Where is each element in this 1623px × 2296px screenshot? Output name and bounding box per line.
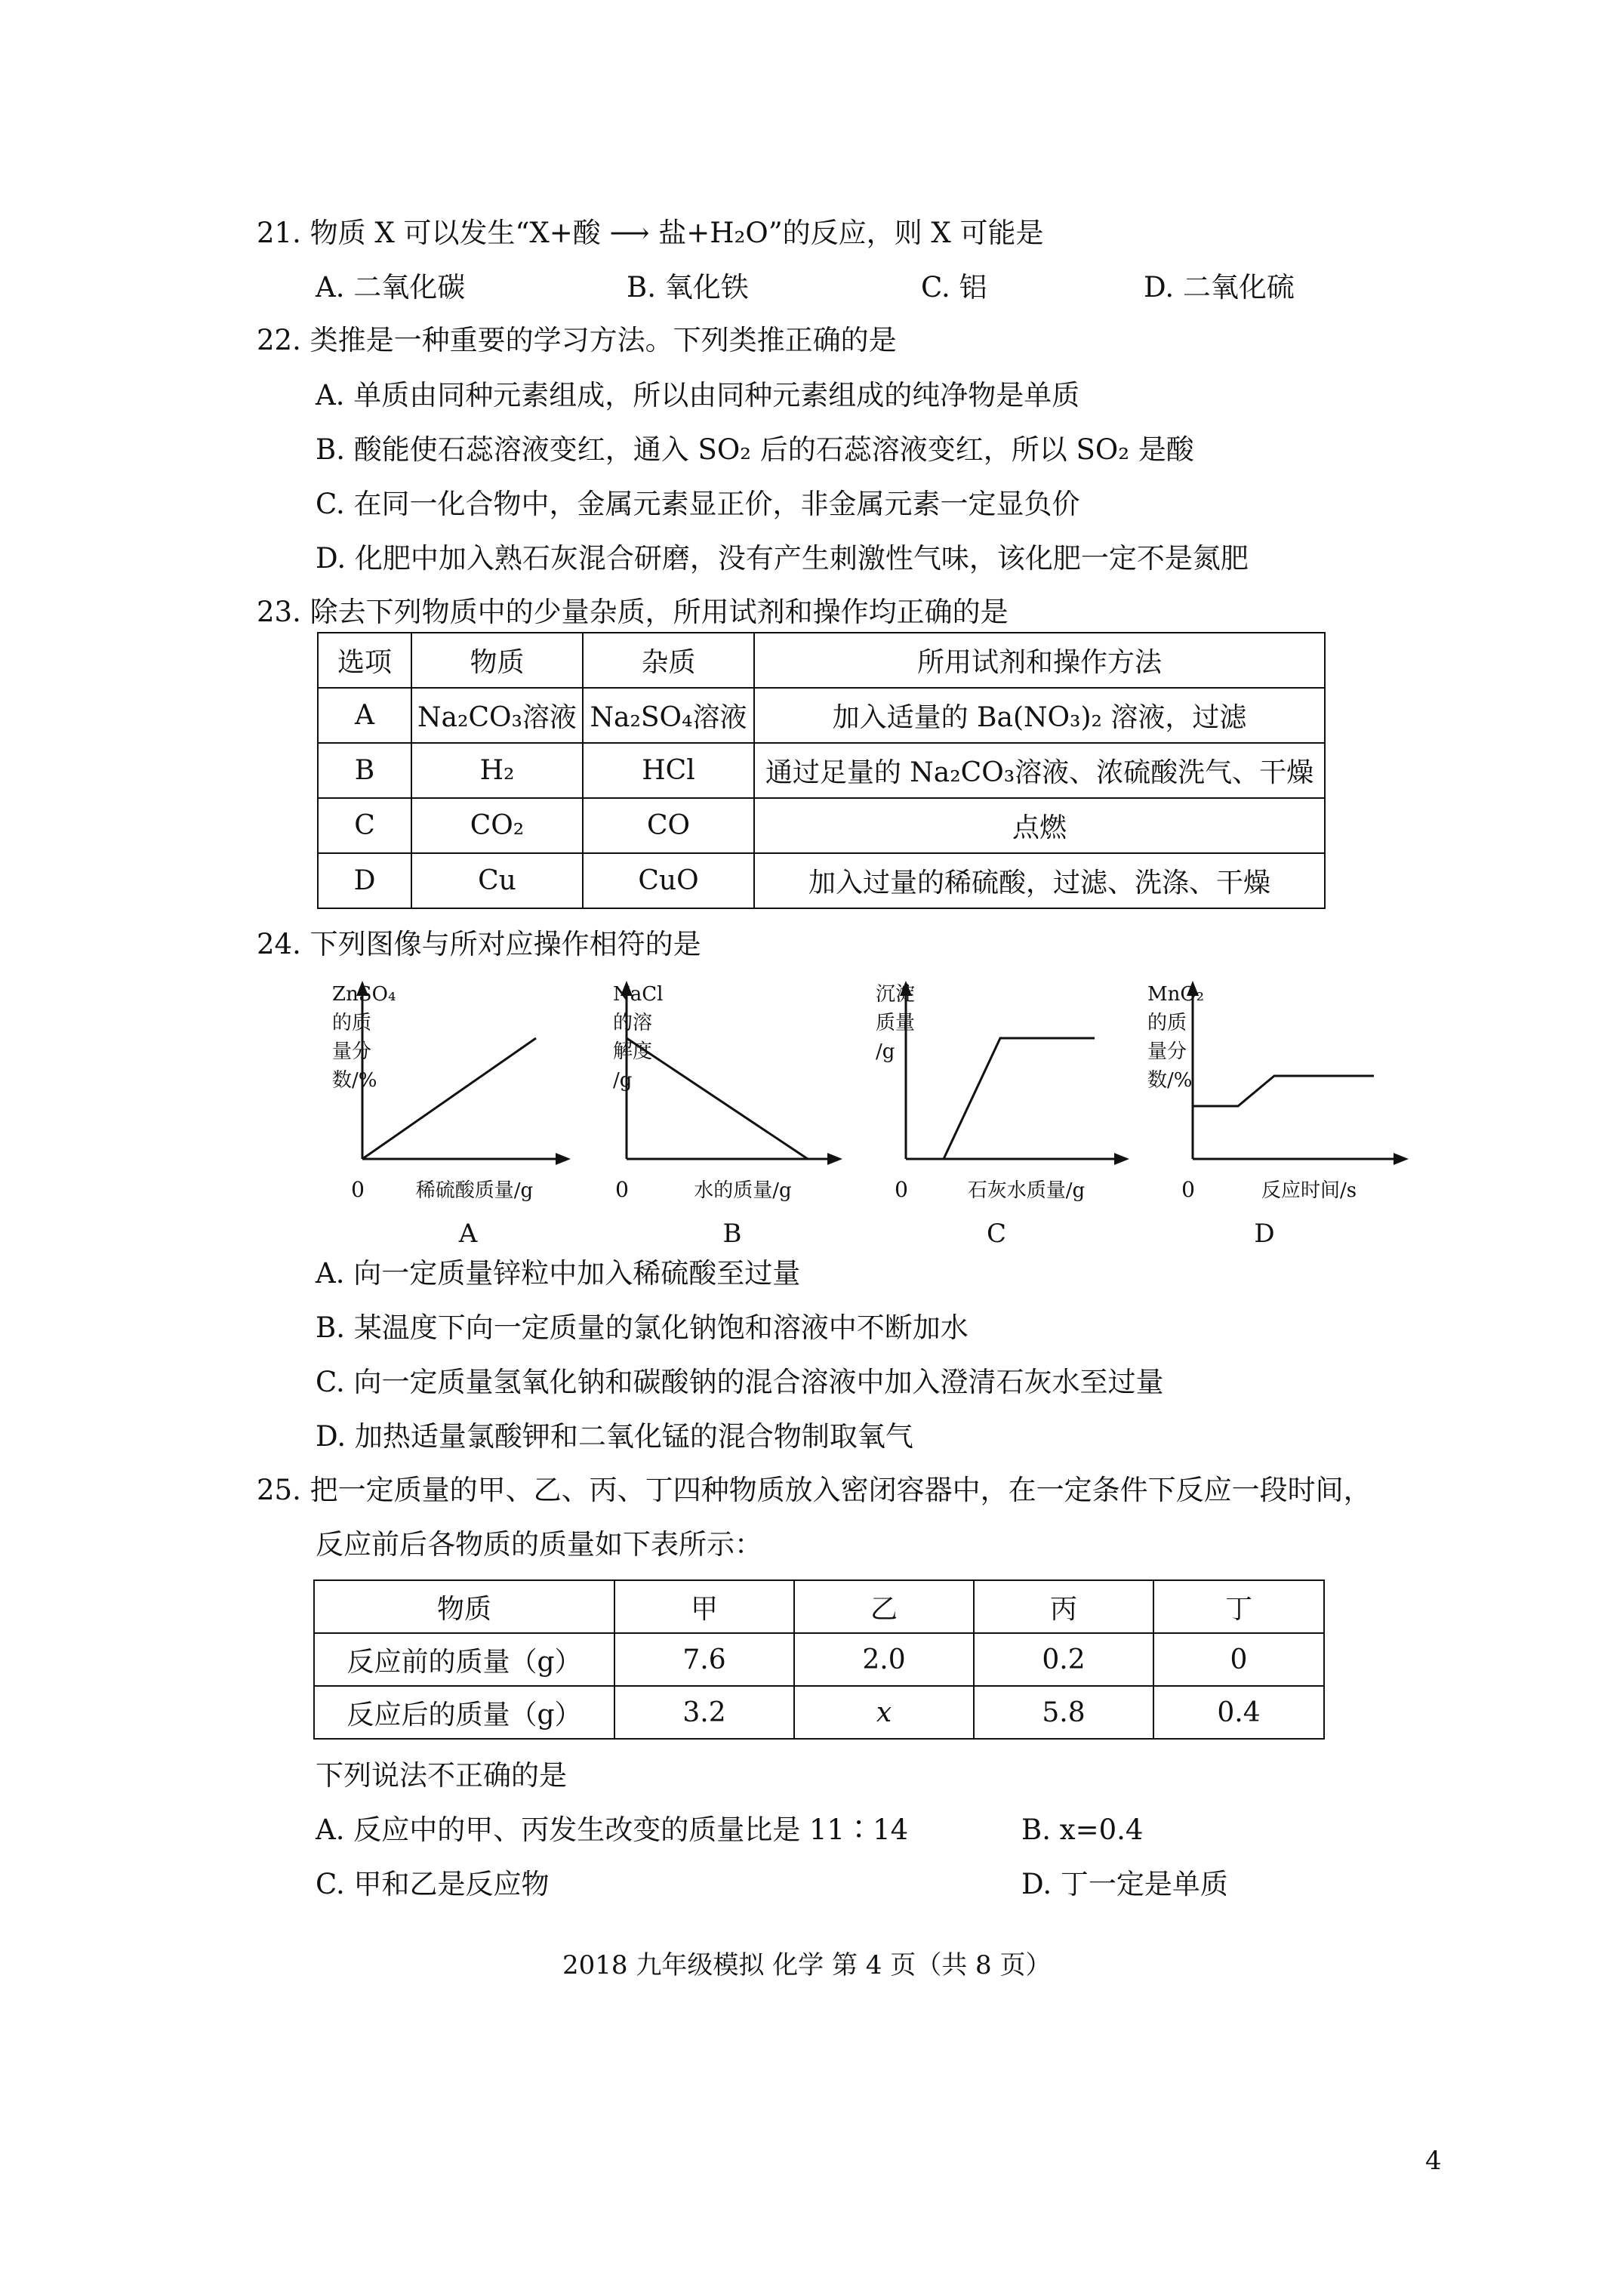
q24-option-b: B. 某温度下向一定质量的氯化钠饱和溶液中不断加水 xyxy=(316,1311,969,1344)
origin-label: 0 xyxy=(1181,1177,1195,1202)
series-line xyxy=(627,1038,808,1159)
q24-option-d: D. 加热适量氯酸钾和二氧化锰的混合物制取氧气 xyxy=(316,1420,913,1453)
q21-stem: 21. 物质 X 可以发生“X+酸 ⟶ 盐+H₂O”的反应，则 X 可能是 xyxy=(257,217,1044,249)
table-cell: 2.0 xyxy=(794,1633,974,1686)
table-cell: 0 xyxy=(1153,1633,1324,1686)
table-cell: B xyxy=(318,743,411,798)
table-cell: Cu xyxy=(411,853,583,908)
y-axis-label: 数/% xyxy=(332,1069,377,1092)
table-cell: D xyxy=(318,853,411,908)
graph-letter: A xyxy=(458,1219,478,1249)
table-cell: 反应前的质量（g） xyxy=(314,1633,614,1686)
table-cell: 通过足量的 Na₂CO₃溶液、浓硫酸洗气、干燥 xyxy=(754,743,1325,798)
q25-option-a: A. 反应中的甲、丙发生改变的质量比是 11∶14 xyxy=(316,1814,909,1846)
y-axis-label: 数/% xyxy=(1147,1069,1193,1092)
q25-table xyxy=(313,1579,1325,1740)
table-header-cell: 杂质 xyxy=(583,633,754,688)
table-cell: 加入适量的 Ba(NO₃)₂ 溶液，过滤 xyxy=(754,688,1325,743)
q22-stem: 22. 类推是一种重要的学习方法。下列类推正确的是 xyxy=(257,324,897,356)
y-axis-label: 量分 xyxy=(1147,1040,1187,1063)
q21-option-c: C. 铝 xyxy=(921,271,987,304)
y-axis-label: MnO₂ xyxy=(1147,983,1205,1006)
table-header-cell: 丙 xyxy=(974,1580,1153,1633)
y-axis-label: ZnSO₄ xyxy=(332,983,396,1006)
table-cell: x xyxy=(794,1686,974,1739)
q24-stem: 24. 下列图像与所对应操作相符的是 xyxy=(257,928,701,960)
q23-stem: 23. 除去下列物质中的少量杂质，所用试剂和操作均正确的是 xyxy=(257,596,1009,628)
y-axis-label: /g xyxy=(613,1069,633,1092)
y-axis-label: 沉淀 xyxy=(876,983,916,1006)
q22-option-d: D. 化肥中加入熟石灰混合研磨，没有产生刺激性气味，该化肥一定不是氮肥 xyxy=(316,542,1249,575)
x-axis-arrow xyxy=(827,1153,842,1165)
q21-option-a: A. 二氧化碳 xyxy=(316,271,466,304)
x-axis-arrow xyxy=(1114,1153,1129,1165)
q22-option-c: C. 在同一化合物中，金属元素显正价，非金属元素一定显负价 xyxy=(316,488,1080,520)
table-cell: CuO xyxy=(583,853,754,908)
table-cell: 3.2 xyxy=(614,1686,794,1739)
table-cell: CO₂ xyxy=(411,798,583,853)
q25-option-b: B. x=0.4 xyxy=(1021,1814,1144,1846)
table-cell: CO xyxy=(583,798,754,853)
q25-option-c: C. 甲和乙是反应物 xyxy=(316,1868,550,1900)
table-cell: 7.6 xyxy=(614,1633,794,1686)
q25-stem-line2: 反应前后各物质的质量如下表所示： xyxy=(316,1528,762,1561)
q21-option-b: B. 氧化铁 xyxy=(627,271,749,304)
table-cell: Na₂CO₃溶液 xyxy=(411,688,583,743)
table-cell: 点燃 xyxy=(754,798,1325,853)
table-cell: H₂ xyxy=(411,743,583,798)
table-cell: 反应后的质量（g） xyxy=(314,1686,614,1739)
origin-label: 0 xyxy=(351,1177,365,1202)
table-row xyxy=(314,1686,1324,1739)
table-cell: Na₂SO₄溶液 xyxy=(583,688,754,743)
graph-letter: C xyxy=(986,1219,1007,1249)
graph-letter: B xyxy=(722,1219,742,1249)
y-axis-label: /g xyxy=(876,1040,895,1063)
q24-option-a: A. 向一定质量锌粒中加入稀硫酸至过量 xyxy=(316,1257,801,1290)
y-axis-label: NaCl xyxy=(613,983,664,1006)
table-header-cell: 物质 xyxy=(314,1580,614,1633)
table-cell: 0.2 xyxy=(974,1633,1153,1686)
series-line xyxy=(944,1038,1095,1159)
series-line xyxy=(362,1038,536,1159)
y-axis-label: 质量 xyxy=(876,1012,916,1034)
table-header-cell: 物质 xyxy=(411,633,583,688)
q24-option-c: C. 向一定质量氢氧化钠和碳酸钠的混合溶液中加入澄清石灰水至过量 xyxy=(316,1366,1164,1398)
y-axis-label: 的溶 xyxy=(613,1012,653,1034)
q22-option-b: B. 酸能使石蕊溶液变红，通入 SO₂ 后的石蕊溶液变红，所以 SO₂ 是酸 xyxy=(316,433,1194,466)
x-axis-arrow xyxy=(556,1153,571,1165)
page-footer: 2018 九年级模拟 化学 第 4 页（共 8 页） xyxy=(562,1950,1052,1980)
page-number: 4 xyxy=(1425,2146,1442,2176)
table-header-cell: 选项 xyxy=(318,633,411,688)
table-header-cell: 丁 xyxy=(1153,1580,1324,1633)
origin-label: 0 xyxy=(615,1177,629,1202)
y-axis-label: 的质 xyxy=(332,1012,372,1034)
table-cell: 5.8 xyxy=(974,1686,1153,1739)
q22-option-a: A. 单质由同种元素组成，所以由同种元素组成的纯净物是单质 xyxy=(316,379,1080,411)
q25-prompt: 下列说法不正确的是 xyxy=(316,1759,567,1792)
x-axis-label: 反应时间/s xyxy=(1261,1179,1357,1202)
q21-option-d: D. 二氧化硫 xyxy=(1144,271,1295,304)
table-header-cell: 所用试剂和操作方法 xyxy=(754,633,1325,688)
table-header-cell: 甲 xyxy=(614,1580,794,1633)
table-cell: A xyxy=(318,688,411,743)
y-axis-label: 量分 xyxy=(332,1040,372,1063)
table-cell: 0.4 xyxy=(1153,1686,1324,1739)
x-axis-label: 水的质量/g xyxy=(694,1179,792,1202)
series-line xyxy=(1193,1076,1374,1106)
table-cell: HCl xyxy=(583,743,754,798)
q25-option-d: D. 丁一定是单质 xyxy=(1021,1868,1228,1900)
table-row xyxy=(314,1633,1324,1686)
table-header-row xyxy=(314,1580,1324,1633)
origin-label: 0 xyxy=(895,1177,908,1202)
y-axis-label: 的质 xyxy=(1147,1012,1187,1034)
table-cell: C xyxy=(318,798,411,853)
x-axis-label: 石灰水质量/g xyxy=(967,1179,1086,1202)
table-header-cell: 乙 xyxy=(794,1580,974,1633)
q25-stem-line1: 25. 把一定质量的甲、乙、丙、丁四种物质放入密闭容器中，在一定条件下反应一段时间， xyxy=(257,1474,1372,1506)
y-axis-label: 解度 xyxy=(613,1040,653,1063)
x-axis-arrow xyxy=(1394,1153,1409,1165)
table-cell: 加入过量的稀硫酸，过滤、洗涤、干燥 xyxy=(754,853,1325,908)
x-axis-label: 稀硫酸质量/g xyxy=(415,1179,534,1202)
graph-letter: D xyxy=(1254,1219,1275,1249)
